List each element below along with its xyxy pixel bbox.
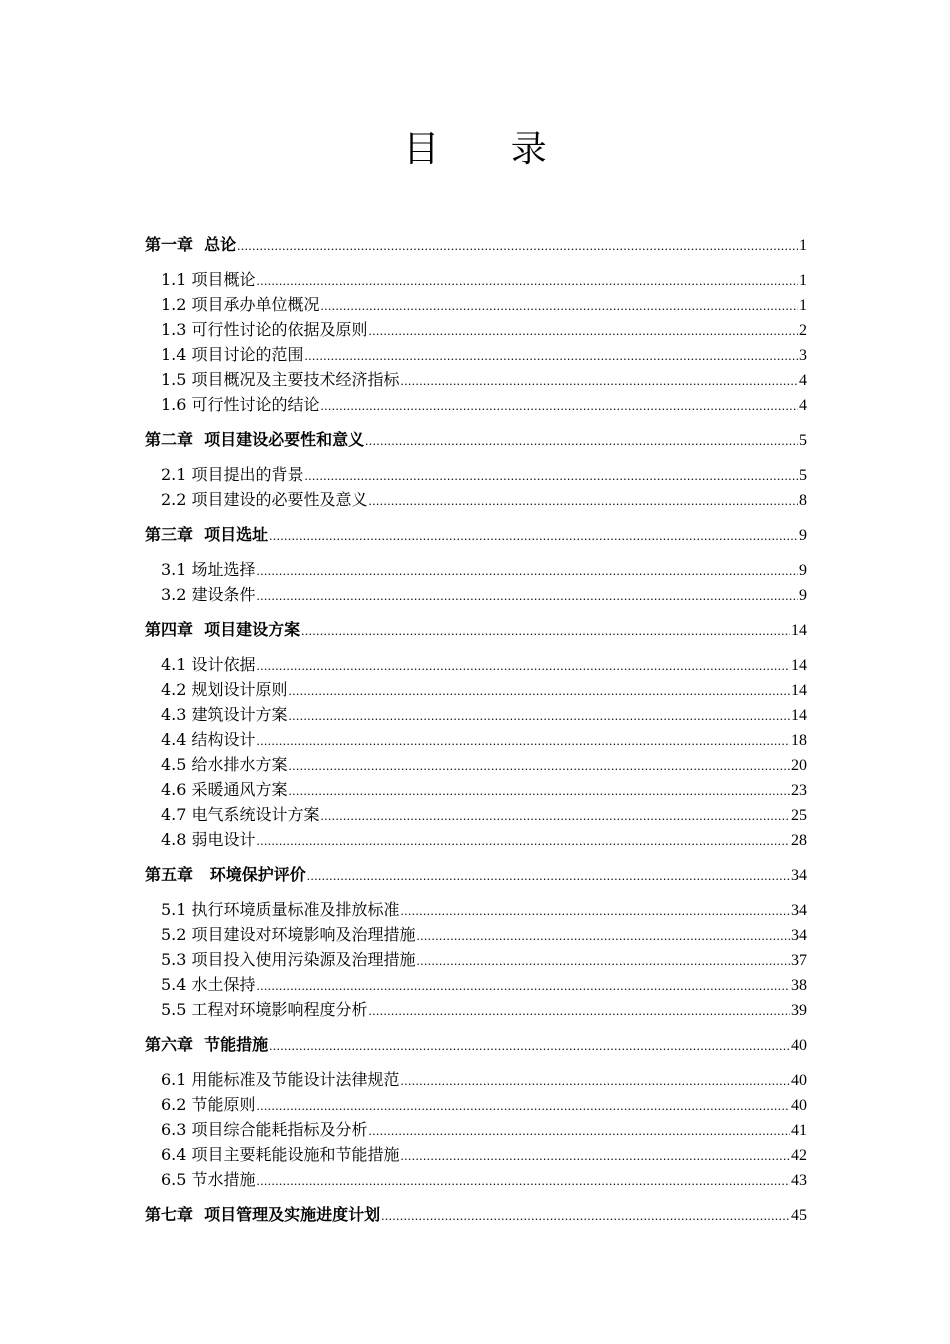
toc-entry-label: 第七章 项目管理及实施进度计划 <box>145 1205 381 1224</box>
toc-dot-leader <box>417 923 790 948</box>
toc-page-number: 14 <box>791 657 807 674</box>
toc-page-number: 42 <box>791 1147 807 1164</box>
toc-dot-leader <box>257 728 790 753</box>
toc-entry-label: 1.3 可行性讨论的依据及原则 <box>161 320 368 339</box>
toc-dot-leader <box>289 678 790 703</box>
toc-entry-label: 3.2 建设条件 <box>161 585 256 604</box>
toc-entry-label: 1.4 项目讨论的范围 <box>161 345 304 364</box>
toc-dot-leader <box>365 428 798 453</box>
toc-dot-leader <box>369 1118 790 1143</box>
toc-page-number: 4 <box>799 397 807 414</box>
toc-dot-leader <box>369 318 798 343</box>
toc-entry-label: 第五章 环境保护评价 <box>145 865 306 884</box>
toc-page-number: 40 <box>791 1097 807 1114</box>
toc-page-number: 25 <box>791 807 807 824</box>
toc-dot-leader <box>257 973 790 998</box>
toc-page-number: 20 <box>791 757 807 774</box>
toc-entry-label: 1.5 项目概况及主要技术经济指标 <box>161 370 400 389</box>
toc-section-entry[interactable] <box>145 972 807 997</box>
toc-section-entry[interactable] <box>145 1092 807 1117</box>
toc-entry-label: 4.8 弱电设计 <box>161 830 256 849</box>
toc-page-number: 1 <box>799 237 807 254</box>
toc-section-entry[interactable] <box>145 897 807 922</box>
toc-section-entry[interactable] <box>145 727 807 752</box>
toc-dot-leader <box>269 1033 790 1058</box>
page-title: 目 录 <box>403 129 577 170</box>
toc-entry-label: 第六章 节能措施 <box>145 1035 269 1054</box>
toc-page-number: 28 <box>791 832 807 849</box>
toc-dot-leader <box>257 653 790 678</box>
toc-page-number: 34 <box>791 927 807 944</box>
toc-page-number: 34 <box>791 902 807 919</box>
toc-dot-leader <box>289 778 790 803</box>
toc-dot-leader <box>369 998 790 1023</box>
toc-entry-label: 3.1 场址选择 <box>161 560 256 579</box>
toc-section-entry[interactable] <box>145 922 807 947</box>
toc-entry-label: 5.5 工程对环境影响程度分析 <box>161 1000 368 1019</box>
toc-entry-label: 5.4 水土保持 <box>161 975 256 994</box>
table-of-contents <box>145 232 807 1227</box>
toc-page-number: 37 <box>791 952 807 969</box>
toc-entry-label: 4.6 采暖通风方案 <box>161 780 288 799</box>
toc-dot-leader <box>401 898 790 923</box>
toc-section-entry[interactable] <box>145 802 807 827</box>
toc-chapter-entry[interactable] <box>145 1032 807 1057</box>
toc-section-entry[interactable] <box>145 947 807 972</box>
toc-page-number: 9 <box>799 527 807 544</box>
toc-entry-label: 2.2 项目建设的必要性及意义 <box>161 490 368 509</box>
toc-page-number: 4 <box>799 372 807 389</box>
toc-dot-leader <box>321 393 798 418</box>
toc-entry-label: 2.1 项目提出的背景 <box>161 465 304 484</box>
toc-entry-label: 4.1 设计依据 <box>161 655 256 674</box>
toc-page-number: 9 <box>799 562 807 579</box>
toc-page-number: 39 <box>791 1002 807 1019</box>
toc-entry-label: 5.2 项目建设对环境影响及治理措施 <box>161 925 416 944</box>
toc-section-entry[interactable] <box>145 1067 807 1092</box>
toc-dot-leader <box>257 583 798 608</box>
toc-entry-label: 4.2 规划设计原则 <box>161 680 288 699</box>
toc-dot-leader <box>257 1168 790 1193</box>
toc-entry-label: 4.7 电气系统设计方案 <box>161 805 320 824</box>
toc-dot-leader <box>321 293 798 318</box>
toc-section-entry[interactable] <box>145 677 807 702</box>
toc-chapter-entry[interactable] <box>145 522 807 547</box>
toc-section-entry[interactable] <box>145 752 807 777</box>
toc-dot-leader <box>307 863 790 888</box>
toc-dot-leader <box>269 523 798 548</box>
toc-section-entry[interactable] <box>145 317 807 342</box>
toc-page-number: 40 <box>791 1072 807 1089</box>
toc-dot-leader <box>321 803 790 828</box>
toc-dot-leader <box>257 268 798 293</box>
toc-section-entry[interactable] <box>145 342 807 367</box>
toc-page-number: 5 <box>799 432 807 449</box>
toc-dot-leader <box>401 1143 790 1168</box>
toc-page-number: 9 <box>799 587 807 604</box>
toc-section-entry[interactable] <box>145 367 807 392</box>
toc-section-entry[interactable] <box>145 557 807 582</box>
toc-dot-leader <box>257 828 790 853</box>
toc-page-number: 3 <box>799 347 807 364</box>
toc-page-number: 8 <box>799 492 807 509</box>
toc-section-entry[interactable] <box>145 777 807 802</box>
toc-dot-leader <box>289 703 790 728</box>
toc-section-entry[interactable] <box>145 702 807 727</box>
toc-entry-label: 6.5 节水措施 <box>161 1170 256 1189</box>
toc-entry-label: 4.5 给水排水方案 <box>161 755 288 774</box>
toc-dot-leader <box>369 488 798 513</box>
toc-dot-leader <box>257 558 798 583</box>
toc-section-entry[interactable] <box>145 1117 807 1142</box>
toc-dot-leader <box>305 343 798 368</box>
toc-section-entry[interactable] <box>145 462 807 487</box>
toc-section-entry[interactable] <box>145 1167 807 1192</box>
toc-entry-label: 6.1 用能标准及节能设计法律规范 <box>161 1070 400 1089</box>
toc-chapter-entry[interactable] <box>145 862 807 887</box>
toc-page-number: 14 <box>791 622 807 639</box>
toc-entry-label: 5.3 项目投入使用污染源及治理措施 <box>161 950 416 969</box>
toc-section-entry[interactable] <box>145 652 807 677</box>
toc-dot-leader <box>305 463 798 488</box>
toc-chapter-entry[interactable] <box>145 617 807 642</box>
toc-entry-label: 5.1 执行环境质量标准及排放标准 <box>161 900 400 919</box>
toc-section-entry[interactable] <box>145 487 807 512</box>
toc-section-entry[interactable] <box>145 392 807 417</box>
toc-entry-label: 4.3 建筑设计方案 <box>161 705 288 724</box>
toc-section-entry[interactable] <box>145 267 807 292</box>
toc-entry-label: 1.2 项目承办单位概况 <box>161 295 320 314</box>
toc-dot-leader <box>289 753 790 778</box>
toc-dot-leader <box>257 1093 790 1118</box>
toc-page-number: 40 <box>791 1037 807 1054</box>
toc-page-number: 23 <box>791 782 807 799</box>
toc-section-entry[interactable] <box>145 827 807 852</box>
toc-entry-label: 第一章 总论 <box>145 235 237 254</box>
toc-page-number: 45 <box>791 1207 807 1224</box>
toc-dot-leader <box>401 368 798 393</box>
toc-dot-leader <box>301 618 790 643</box>
toc-entry-label: 1.6 可行性讨论的结论 <box>161 395 320 414</box>
toc-chapter-entry[interactable] <box>145 232 807 257</box>
toc-page-number: 41 <box>791 1122 807 1139</box>
toc-page-number: 14 <box>791 707 807 724</box>
toc-entry-label: 第二章 项目建设必要性和意义 <box>145 430 365 449</box>
toc-entry-label: 6.3 项目综合能耗指标及分析 <box>161 1120 368 1139</box>
toc-section-entry[interactable] <box>145 1142 807 1167</box>
toc-entry-label: 4.4 结构设计 <box>161 730 256 749</box>
toc-entry-label: 6.2 节能原则 <box>161 1095 256 1114</box>
toc-page-number: 38 <box>791 977 807 994</box>
toc-dot-leader <box>417 948 790 973</box>
toc-page-number: 1 <box>799 272 807 289</box>
toc-dot-leader <box>381 1203 790 1228</box>
toc-dot-leader <box>401 1068 790 1093</box>
toc-section-entry[interactable] <box>145 292 807 317</box>
toc-page-number: 43 <box>791 1172 807 1189</box>
toc-page-number: 5 <box>799 467 807 484</box>
toc-entry-label: 1.1 项目概论 <box>161 270 256 289</box>
toc-section-entry[interactable] <box>145 997 807 1022</box>
toc-chapter-entry[interactable] <box>145 1202 807 1227</box>
toc-page-number: 18 <box>791 732 807 749</box>
toc-dot-leader <box>237 233 798 258</box>
toc-page-number: 34 <box>791 867 807 884</box>
toc-chapter-entry[interactable] <box>145 427 807 452</box>
toc-section-entry[interactable] <box>145 582 807 607</box>
toc-page-number: 14 <box>791 682 807 699</box>
toc-page-number: 1 <box>799 297 807 314</box>
toc-entry-label: 第四章 项目建设方案 <box>145 620 301 639</box>
toc-entry-label: 6.4 项目主要耗能设施和节能措施 <box>161 1145 400 1164</box>
toc-page-number: 2 <box>799 322 807 339</box>
toc-entry-label: 第三章 项目选址 <box>145 525 269 544</box>
